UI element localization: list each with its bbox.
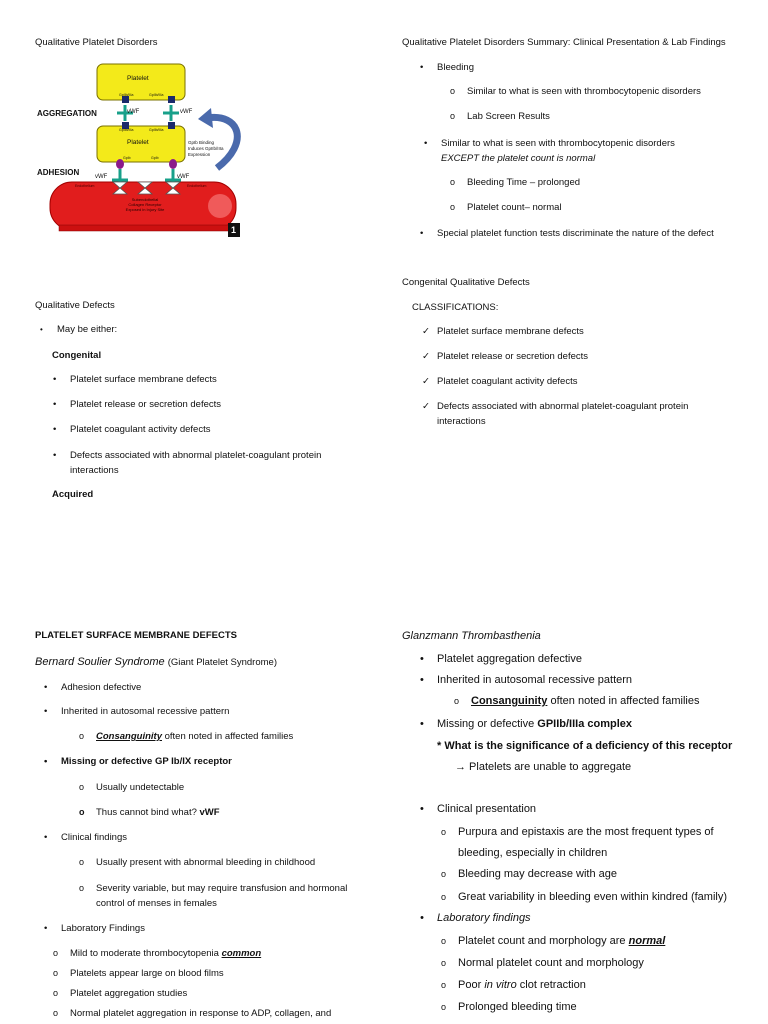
receptor-4 — [168, 122, 175, 129]
gt-poor-retraction — [458, 978, 586, 992]
gt-missing-receptor: GPIIb/IIIa complex — [537, 718, 633, 730]
bss-inherited: • Inherited in autosomal recessive pattern — [61, 705, 229, 718]
gt-in-vitro: in vitro — [484, 979, 517, 991]
classifications-heading: CLASSIFICATIONS: — [412, 302, 499, 313]
except-note: EXCEPT the platelet count is normal — [441, 153, 596, 164]
bss-name: Bernard Soulier Syndrome — [35, 656, 165, 668]
gp2b3a-label-2: GpIIb/IIIa — [149, 93, 164, 97]
bullet-similar: • Similar to what is seen with thrombocytopenic disorders — [441, 137, 675, 150]
gp1b-label-1: GpIb — [123, 156, 131, 160]
bullet-special-tests: • Special platelet function tests discriminate the nature of the defect — [437, 227, 714, 240]
gt-missing-text: Missing or defective — [437, 718, 535, 730]
congenital-item-3: • Platelet coagulant activity defects — [70, 423, 210, 436]
gt-consanguinity-rest: often noted in affected families — [550, 695, 700, 707]
gt-clinical: • Clinical presentation — [437, 802, 536, 816]
may-be-either: • May be either: — [57, 323, 117, 336]
bss-mild — [70, 947, 261, 960]
platelet-bottom-label: Platelet — [127, 139, 149, 146]
collagen-line-2: Collagen Receptor — [128, 202, 162, 207]
gt-normal-count: o Normal platelet count and morphology — [458, 956, 644, 970]
gt-variability: o Great variability in bleeding even within kindred (family) — [458, 890, 727, 904]
gp2b3a-label-1: GpIIb/IIIa — [119, 93, 134, 97]
bss-clinical: • Clinical findings — [61, 831, 127, 844]
bss-severity-cont: control of menses in females — [96, 898, 217, 909]
gp1b-binding-line-2: Induces GpIIb/IIIa — [188, 146, 224, 151]
classification-item-3: ✓ Platelet coagulant activity defects — [437, 375, 577, 388]
receptor-1 — [122, 96, 129, 103]
figure-number: 1 — [231, 225, 237, 235]
classification-item-2: ✓ Platelet release or secretion defects — [437, 350, 588, 363]
bss-mild-text: Mild to moderate thrombocytopenia — [70, 948, 219, 959]
collagen-line-1: Subendothelial — [131, 197, 159, 202]
bss-mild-common: common — [221, 948, 262, 959]
bss-severity: o Severity variable, but may require transfusion and hormonal — [96, 882, 347, 895]
gp1b-binding-line-3: Expression — [188, 152, 211, 157]
vwf-label-3: vWF — [95, 174, 108, 180]
gt-missing — [437, 717, 632, 731]
vessel-highlight — [208, 194, 232, 218]
bss-adhesion: • Adhesion defective — [61, 681, 141, 694]
gt-prolonged-bt: o Prolonged bleeding time — [458, 1000, 577, 1014]
receptor-2 — [168, 96, 175, 103]
aggregation-label: AGGREGATION — [37, 109, 97, 118]
classification-item-4-cont: interactions — [437, 416, 486, 427]
gt-lab-findings: • Laboratory findings — [437, 911, 531, 925]
congenital-item-1: • Platelet surface membrane defects — [70, 373, 217, 386]
bss-missing-receptor: • Missing or defective GP Ib/IX receptor — [61, 755, 232, 768]
bss-consanguinity — [96, 730, 293, 743]
collagen-line-3: Exposed in Injury Site — [125, 207, 165, 212]
congenital-item-4: • Defects associated with abnormal platelet-coagulant protein — [70, 449, 321, 462]
section-title-qualitative-defects: Qualitative Defects — [35, 300, 115, 311]
platelet-top-label: Platelet — [127, 75, 149, 82]
gt-count-normal: normal — [628, 935, 666, 947]
vwf-link-2 — [163, 105, 179, 121]
congenital-heading: Congenital — [52, 350, 102, 361]
vwf-label-1: vWF — [180, 109, 193, 115]
gp1b-binding-line-1: GpIb Binding — [188, 140, 215, 145]
bullet-bleeding: • Bleeding — [437, 61, 474, 74]
collagen-exposure-note — [115, 197, 175, 212]
bss-lab-findings: • Laboratory Findings — [61, 922, 145, 935]
classification-item-1: ✓ Platelet surface membrane defects — [437, 325, 584, 338]
gp1b-receptor-2 — [169, 159, 177, 169]
sub-lab-screen: o Lab Screen Results — [467, 110, 550, 123]
gt-consanguinity-term: Consanguinity — [471, 695, 548, 707]
bss-undetectable: o Usually undetectable — [96, 781, 184, 794]
endothelium-label-right: Endothelium — [187, 184, 207, 188]
gt-poor: Poor — [458, 979, 482, 991]
bss-thus — [96, 806, 220, 819]
section-title-congenital: Congenital Qualitative Defects — [402, 277, 530, 288]
bss-usually-present: o Usually present with abnormal bleeding in childhood — [96, 856, 315, 869]
bss-large-platelets: o Platelets appear large on blood films — [70, 967, 224, 980]
bss-heading — [35, 655, 277, 670]
section-title-qualitative-platelet-disorders: Qualitative Platelet Disorders — [35, 37, 158, 48]
section-title-summary: Qualitative Platelet Disorders Summary: Clinical Presentation & Lab Findings — [402, 37, 726, 48]
sub-similar: o Similar to what is seen with thrombocytopenic disorders — [467, 85, 701, 98]
bss-thus-question: Thus cannot bind what? — [96, 807, 197, 818]
vwf-label-2: vWF — [127, 109, 140, 115]
bss-consanguinity-rest: often noted in affected families — [164, 731, 294, 742]
gp1b-binding-note — [188, 140, 224, 158]
platelet-diagram — [35, 58, 250, 240]
bss-normal-aggregation: o Normal platelet aggregation in response to ADP, collagen, and — [70, 1007, 331, 1020]
platelet-top — [97, 64, 185, 100]
gt-count-morphology — [458, 934, 665, 948]
vessel-base — [59, 225, 229, 231]
gt-purpura: o Purpura and epistaxis are the most frequent types of — [458, 825, 714, 839]
gp2b3a-label-4: GpIIb/IIIa — [149, 128, 164, 132]
acquired-heading: Acquired — [52, 489, 94, 500]
section-title-membrane-defects: PLATELET SURFACE MEMBRANE DEFECTS — [35, 630, 237, 641]
adhesion-label: ADHESION — [37, 168, 80, 177]
gt-significance: * What is the significance of a deficiency of this receptor — [437, 740, 733, 752]
gt-count-text: Platelet count and morphology are — [458, 935, 626, 947]
classification-item-4: ✓ Defects associated with abnormal platelet-coagulant protein — [437, 400, 688, 413]
bss-thus-answer: vWF — [199, 807, 220, 818]
vwf-label-4: vWF — [177, 174, 190, 180]
sub-bleeding-time: o Bleeding Time – prolonged — [467, 176, 580, 189]
gt-unable: → Platelets are unable to aggregate — [455, 761, 632, 773]
section-title-glanzmann: Glanzmann Thrombasthenia — [402, 630, 541, 642]
gt-consanguinity — [471, 694, 699, 708]
gt-purpura-cont: bleeding, especially in children — [458, 847, 608, 859]
gt-inherited: • Inherited in autosomal recessive pattern — [437, 673, 632, 687]
gp1b-label-2: GpIb — [151, 156, 159, 160]
gt-aggregation-defective: • Platelet aggregation defective — [437, 652, 582, 666]
bss-aggregation-studies: o Platelet aggregation studies — [70, 987, 187, 1000]
bss-consanguinity-term: Consanguinity — [96, 731, 162, 742]
bss-alias: (Giant Platelet Syndrome) — [167, 657, 277, 668]
gp2b3a-label-3: GpIIb/IIIa — [119, 128, 134, 132]
gp1b-receptor-1 — [116, 159, 124, 169]
congenital-item-4-cont: interactions — [70, 465, 119, 476]
congenital-item-2: • Platelet release or secretion defects — [70, 398, 221, 411]
endothelium-label-left: Endothelium — [75, 184, 95, 188]
sub-platelet-count: o Platelet count– normal — [467, 201, 562, 214]
induction-arrowhead — [198, 108, 213, 128]
gt-clot-retraction: clot retraction — [519, 979, 586, 991]
gt-decrease: o Bleeding may decrease with age — [458, 867, 617, 881]
